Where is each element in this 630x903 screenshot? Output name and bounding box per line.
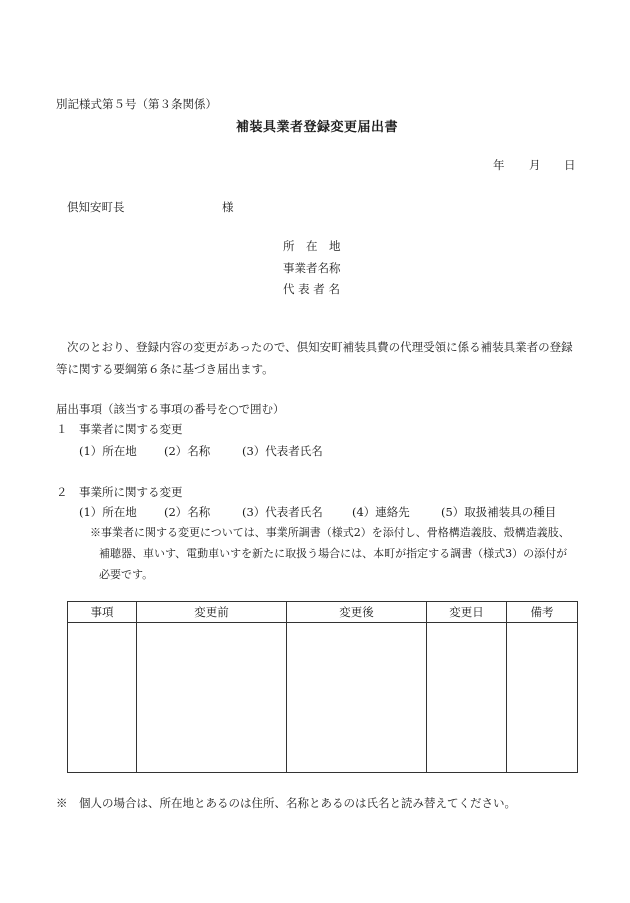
cell-change-date[interactable] [427,623,507,773]
section1-title: １ 事業者に関する変更 [56,422,183,436]
section2-option-representative: (3）代表者氏名 [242,505,323,519]
applicant-business-name-label: 事業者名称 [283,261,341,275]
section2-note-line1: ※事業者に関する変更については、事業所調書（様式2）を添付し、骨格構造義肢、殻構造義肢、 [90,526,570,539]
section2-option-device-types: (5）取扱補装具の種目 [441,505,557,519]
footer-note: ※ 個人の場合は、所在地とあるのは住所、名称とあるのは氏名と読み替えてください。 [56,796,516,810]
date-day-label: 日 [564,158,576,172]
date-month-label: 月 [529,158,541,172]
body-paragraph: 次のとおり、登録内容の変更があったので、倶知安町補装具費の代理受領に係る補装具業者の登録等に関する要綱第６条に基づき届出ます。 [56,340,573,376]
section1-option-representative: (3）代表者氏名 [242,444,323,458]
date-year-label: 年 [493,158,505,172]
applicant-representative-label: 代 表 者 名 [283,282,340,296]
section2-option-name: (2）名称 [164,505,211,519]
addressee-honorific: 様 [222,200,234,214]
cell-before[interactable] [137,623,287,773]
items-heading: 届出事項（該当する事項の番号を○で囲む） [56,402,285,416]
section2-note-line2: 補聴器、車いす、電動車いすを新たに取扱う場合には、本町が指定する調書（様式3）の添付が [99,547,568,560]
applicant-address-label: 所 在 地 [283,239,341,253]
column-header-change-date: 変更日 [427,602,507,623]
cell-remarks[interactable] [507,623,578,773]
section2-title: ２ 事業所に関する変更 [56,485,183,499]
column-header-after: 変更後 [287,602,427,623]
change-table [67,601,578,773]
column-header-before: 変更前 [137,602,287,623]
column-header-item: 事項 [68,602,137,623]
section2-option-contact: (4）連絡先 [352,505,410,519]
cell-after[interactable] [287,623,427,773]
document-title: 補装具業者登録変更届出書 [236,120,399,135]
addressee-name: 倶知安町長 [67,200,125,214]
column-header-remarks: 備考 [507,602,578,623]
section2-note-line3: 必要です。 [99,568,154,581]
change-table-header-row [68,602,578,623]
section2-option-address: (1）所在地 [79,505,137,519]
form-number: 別記様式第５号（第３条関係） [56,97,217,111]
cell-item[interactable] [68,623,137,773]
section1-option-address: (1）所在地 [79,444,137,458]
section1-option-name: (2）名称 [164,444,211,458]
change-table-entry-row [68,623,578,773]
